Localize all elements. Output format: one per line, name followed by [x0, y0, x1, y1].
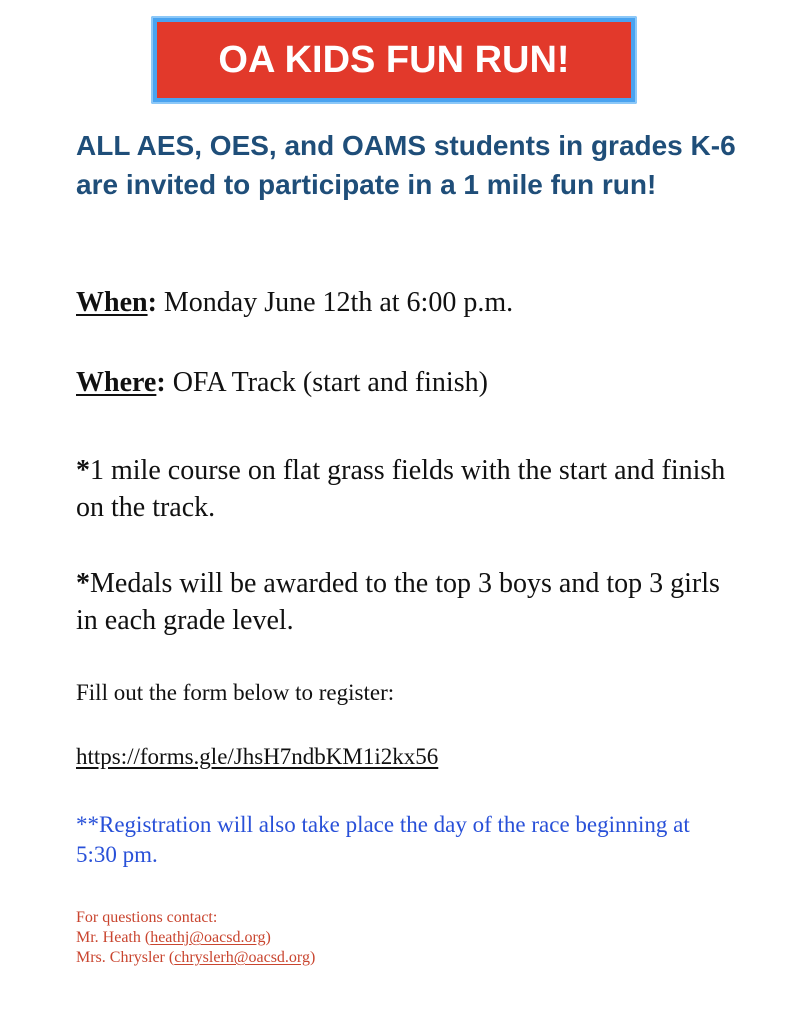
contact-block: [76, 908, 315, 968]
registration-note: **Registration will also take place the day of the race beginning at 5:30 pm.: [76, 812, 690, 867]
where-colon: :: [156, 367, 166, 398]
medals-star: *: [76, 568, 90, 599]
contact-name: Mrs. Chrysler (: [76, 949, 175, 966]
title-banner-border: [151, 16, 637, 104]
when-value: Monday June 12th at 6:00 p.m.: [156, 287, 514, 318]
when-colon: :: [147, 287, 157, 318]
where-value: OFA Track (start and finish): [165, 367, 488, 398]
contact-close-paren: ): [309, 949, 316, 966]
when-line: [76, 285, 513, 321]
contact-close-paren: ): [265, 929, 271, 946]
medals-text: Medals will be awarded to the top 3 boys and top 3 girls in each grade level.: [76, 568, 720, 636]
contact-email-link[interactable]: heathj@oacsd.org: [150, 929, 266, 946]
course-description: [76, 452, 736, 526]
contact-row-heath: [76, 928, 315, 948]
title-banner: [157, 22, 631, 98]
when-label: When: [76, 287, 148, 318]
contact-email-link[interactable]: chryslerh@oacsd.org: [174, 949, 310, 966]
medals-description: [76, 565, 736, 639]
course-text: 1 mile course on flat grass fields with the start and finish on the track.: [76, 455, 726, 523]
contact-name: Mr. Heath (: [76, 929, 151, 946]
registration-form-link[interactable]: https://forms.gle/JhsH7ndbKM1i2kx56: [76, 744, 439, 769]
contact-row-chrysler: [76, 948, 315, 968]
where-label: Where: [76, 367, 157, 398]
where-line: [76, 365, 488, 401]
course-star: *: [76, 455, 90, 486]
contact-heading: For questions contact:: [76, 909, 218, 926]
intro-text: ALL AES, OES, and OAMS students in grades K-6 are invited to participate in a 1 mile fun run!: [76, 130, 736, 200]
register-instruction: Fill out the form below to register:: [76, 680, 395, 705]
banner-title: OA KIDS FUN RUN!: [218, 38, 570, 81]
